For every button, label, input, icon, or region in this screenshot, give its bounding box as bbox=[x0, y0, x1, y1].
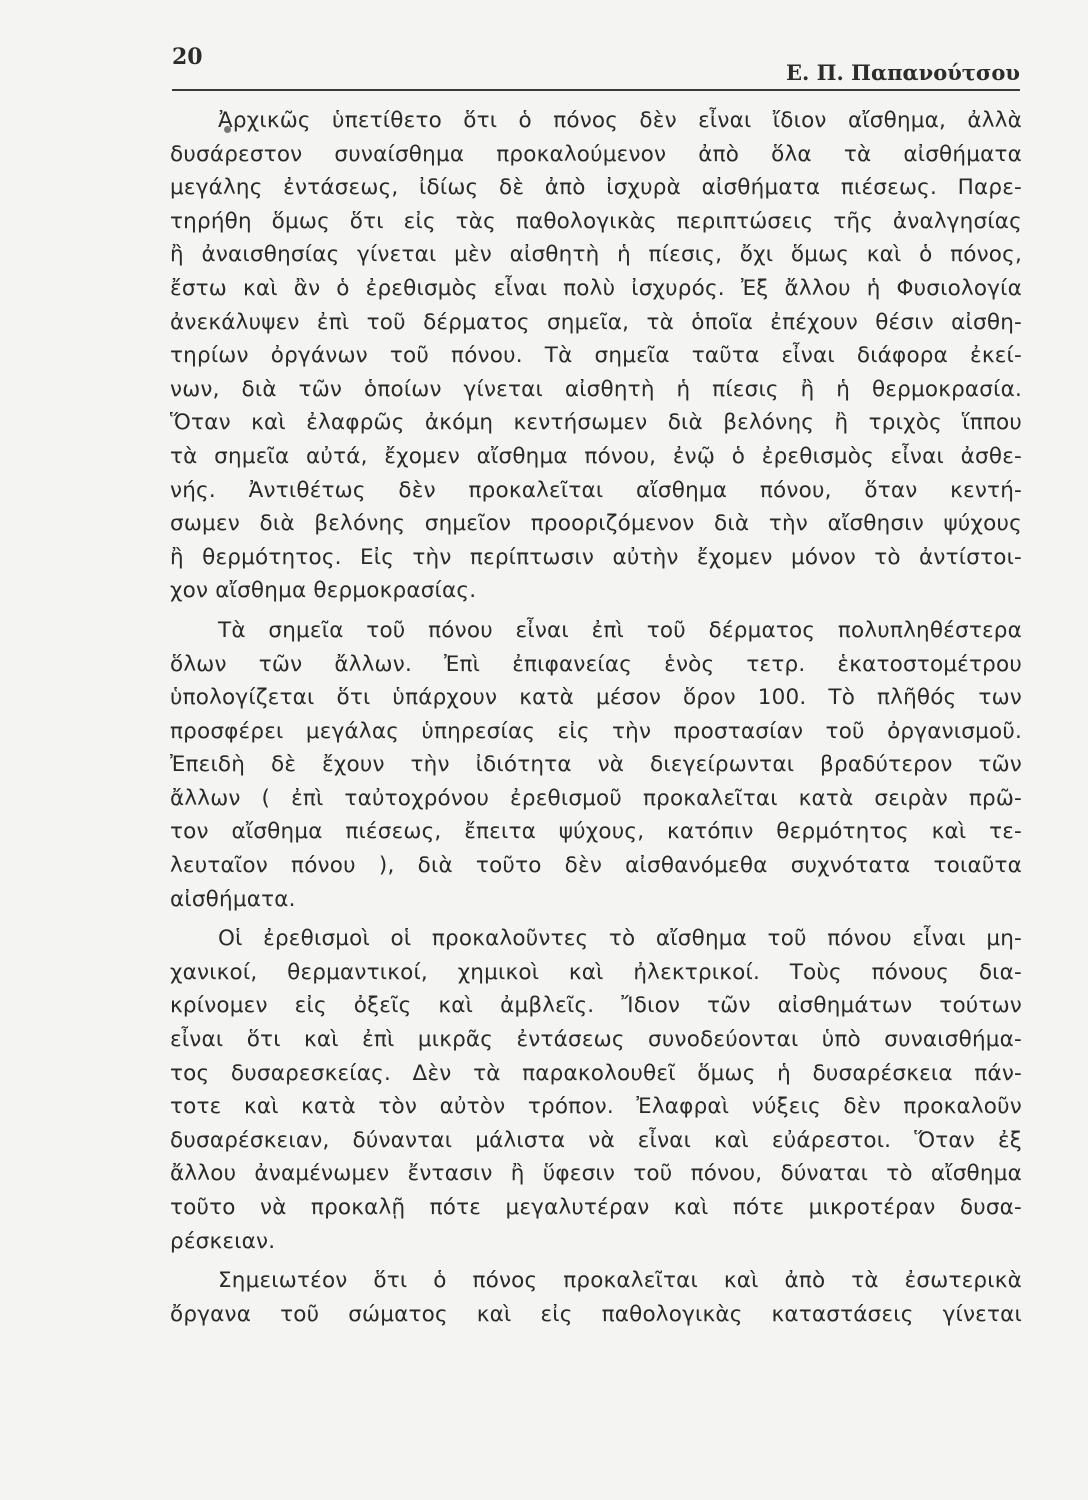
text-line: τηρίων ὀργάνων τοῦ πόνου. Τὰ σημεῖα ταῦτα εἶναι διάφορα ἐκεί- bbox=[170, 343, 1022, 369]
text-line: τον αἴσθημα πιέσεως, ἔπειτα ψύχους, κατόπιν θερμότητος καὶ τε- bbox=[170, 819, 1022, 845]
text-line: τοῦτο νὰ προκαλῇ πότε μεγαλυτέραν καὶ πότε μικροτέραν δυσα- bbox=[170, 1195, 1022, 1220]
text-line: εἶναι ὅτι καὶ ἐπὶ μικρᾶς ἐντάσεως συνοδεύονται ὑπὸ συναισθήμα- bbox=[170, 1027, 1022, 1053]
text-line: ἢ ἀναισθησίας γίνεται μὲν αἰσθητὴ ἡ πίεσις, ὄχι ὅμως καὶ ὁ πόνος, bbox=[170, 242, 1022, 268]
text-line: τος δυσαρεσκείας. Δὲν τὰ παρακολουθεῖ ὅμως ἡ δυσαρέσκεια πάν- bbox=[170, 1060, 1022, 1086]
text-line: τηρήθη ὅμως ὅτι εἰς τὰς παθολογικὰς περιπτώσεις τῆς ἀναλγησίας bbox=[170, 208, 1022, 234]
text-line: ὅλων τῶν ἄλλων. Ἐπὶ ἐπιφανείας ἑνὸς τετρ. ἑκατοστομέτρου bbox=[170, 651, 1022, 677]
text-line: ἢ θερμότητος. Εἰς τὴν περίπτωσιν αὐτὴν ἔχομεν μόνον τὸ ἀντίστοι- bbox=[170, 544, 1022, 570]
body-text bbox=[170, 104, 1022, 1331]
text-line: σωμεν διὰ βελόνης σημεῖον προοριζόμενον διὰ τὴν αἴσθησιν ψύχους bbox=[170, 511, 1022, 537]
text-line: λευταῖον πόνου ), διὰ τοῦτο δὲν αἰσθανόμεθα συχνότατα τοιαῦτα bbox=[170, 853, 1022, 879]
paragraph-4 bbox=[170, 1264, 1022, 1331]
text-line: νής. Ἀντιθέτως δὲν προκαλεῖται αἴσθημα πόνου, ὅταν κεντή- bbox=[170, 477, 1022, 503]
text-line: ρέσκειαν. bbox=[170, 1228, 276, 1254]
text-line: αἰσθήματα. bbox=[170, 886, 296, 912]
page-number: 20 bbox=[172, 44, 203, 70]
text-line: κρίνομεν εἰς ὀξεῖς καὶ ἀμβλεῖς. Ἴδιον τῶν αἰσθημάτων τούτων bbox=[170, 993, 1022, 1019]
page-header bbox=[172, 40, 1020, 90]
paragraph-2 bbox=[170, 614, 1022, 916]
text-line: Ἀρχικῶς ὑπετίθετο ὅτι ὁ πόνος δὲν εἶναι ἴδιον αἴσθημα, ἀλλὰ bbox=[218, 108, 1022, 133]
text-line: χανικοί, θερμαντικοί, χημικοὶ καὶ ἠλεκτρικοί. Τοὺς πόνους δια- bbox=[170, 959, 1022, 985]
header-rule bbox=[172, 89, 1020, 91]
text-line: ἀνεκάλυψεν ἐπὶ τοῦ δέρματος σημεῖα, τὰ ὁποῖα ἐπέχουν θέσιν αἰσθη- bbox=[170, 309, 1022, 335]
text-line: ἄλλου ἀναμένωμεν ἔντασιν ἢ ὕφεσιν τοῦ πόνου, δύναται τὸ αἴσθημα bbox=[170, 1161, 1022, 1187]
text-line: Τὰ σημεῖα τοῦ πόνου εἶναι ἐπὶ τοῦ δέρματος πολυπληθέστερα bbox=[218, 617, 1022, 643]
text-line: Σημειωτέον ὅτι ὁ πόνος προκαλεῖται καὶ ἀπὸ τὰ ἐσωτερικὰ bbox=[218, 1268, 1022, 1294]
running-head: Ε. Π. Παπανούτσου bbox=[786, 60, 1020, 85]
text-line: προσφέρει μεγάλας ὑπηρεσίας εἰς τὴν προστασίαν τοῦ ὀργανισμοῦ. bbox=[170, 718, 1022, 744]
text-line: τὰ σημεῖα αὐτά, ἔχομεν αἴσθημα πόνου, ἐνῷ ὁ ἐρεθισμὸς εἶναι ἀσθε- bbox=[170, 443, 1022, 469]
text-line: Οἱ ἐρεθισμοὶ οἱ προκαλοῦντες τὸ αἴσθημα τοῦ πόνου εἶναι μη- bbox=[218, 926, 1022, 952]
text-line: τοτε καὶ κατὰ τὸν αὐτὸν τρόπον. Ἐλαφραὶ νύξεις δὲν προκαλοῦν bbox=[170, 1094, 1022, 1120]
text-line: νων, διὰ τῶν ὁποίων γίνεται αἰσθητὴ ἡ πίεσις ἢ ἡ θερμοκρασία. bbox=[170, 376, 1022, 402]
text-line: ὑπολογίζεται ὅτι ὑπάρχουν κατὰ μέσον ὅρον 100. Τὸ πλῆθός των bbox=[170, 685, 1022, 711]
paragraph-1 bbox=[170, 104, 1022, 608]
text-line: ὄργανα τοῦ σώματος καὶ εἰς παθολογικὰς καταστάσεις γίνεται bbox=[170, 1301, 1022, 1327]
text-line: Ὅταν καὶ ἐλαφρῶς ἀκόμη κεντήσωμεν διὰ βελόνης ἢ τριχὸς ἵππου bbox=[170, 410, 1022, 436]
text-line: δυσαρέσκειαν, δύνανται μάλιστα νὰ εἶναι καὶ εὐάρεστοι. Ὅταν ἐξ bbox=[170, 1127, 1022, 1153]
text-line: μεγάλης ἐντάσεως, ἰδίως δὲ ἀπὸ ἰσχυρὰ αἰσθήματα πιέσεως. Παρε- bbox=[170, 175, 1022, 201]
text-line: Ἐπειδὴ δὲ ἔχουν τὴν ἰδιότητα νὰ διεγείρωνται βραδύτερον τῶν bbox=[170, 752, 1022, 778]
text-line: χον αἴσθημα θερμοκρασίας. bbox=[170, 578, 477, 604]
paragraph-3 bbox=[170, 922, 1022, 1258]
text-line: ἄλλων ( ἐπὶ ταὐτοχρόνου ἐρεθισμοῦ προκαλεῖται κατὰ σειρὰν πρῶ- bbox=[170, 785, 1022, 811]
text-line: δυσάρεστον συναίσθημα προκαλούμενον ἀπὸ ὅλα τὰ αἰσθήματα bbox=[170, 141, 1022, 167]
text-line: ἔστω καὶ ἂν ὁ ἐρεθισμὸς εἶναι πολὺ ἰσχυρός. Ἐξ ἄλλου ἡ Φυσιολογία bbox=[170, 275, 1022, 301]
